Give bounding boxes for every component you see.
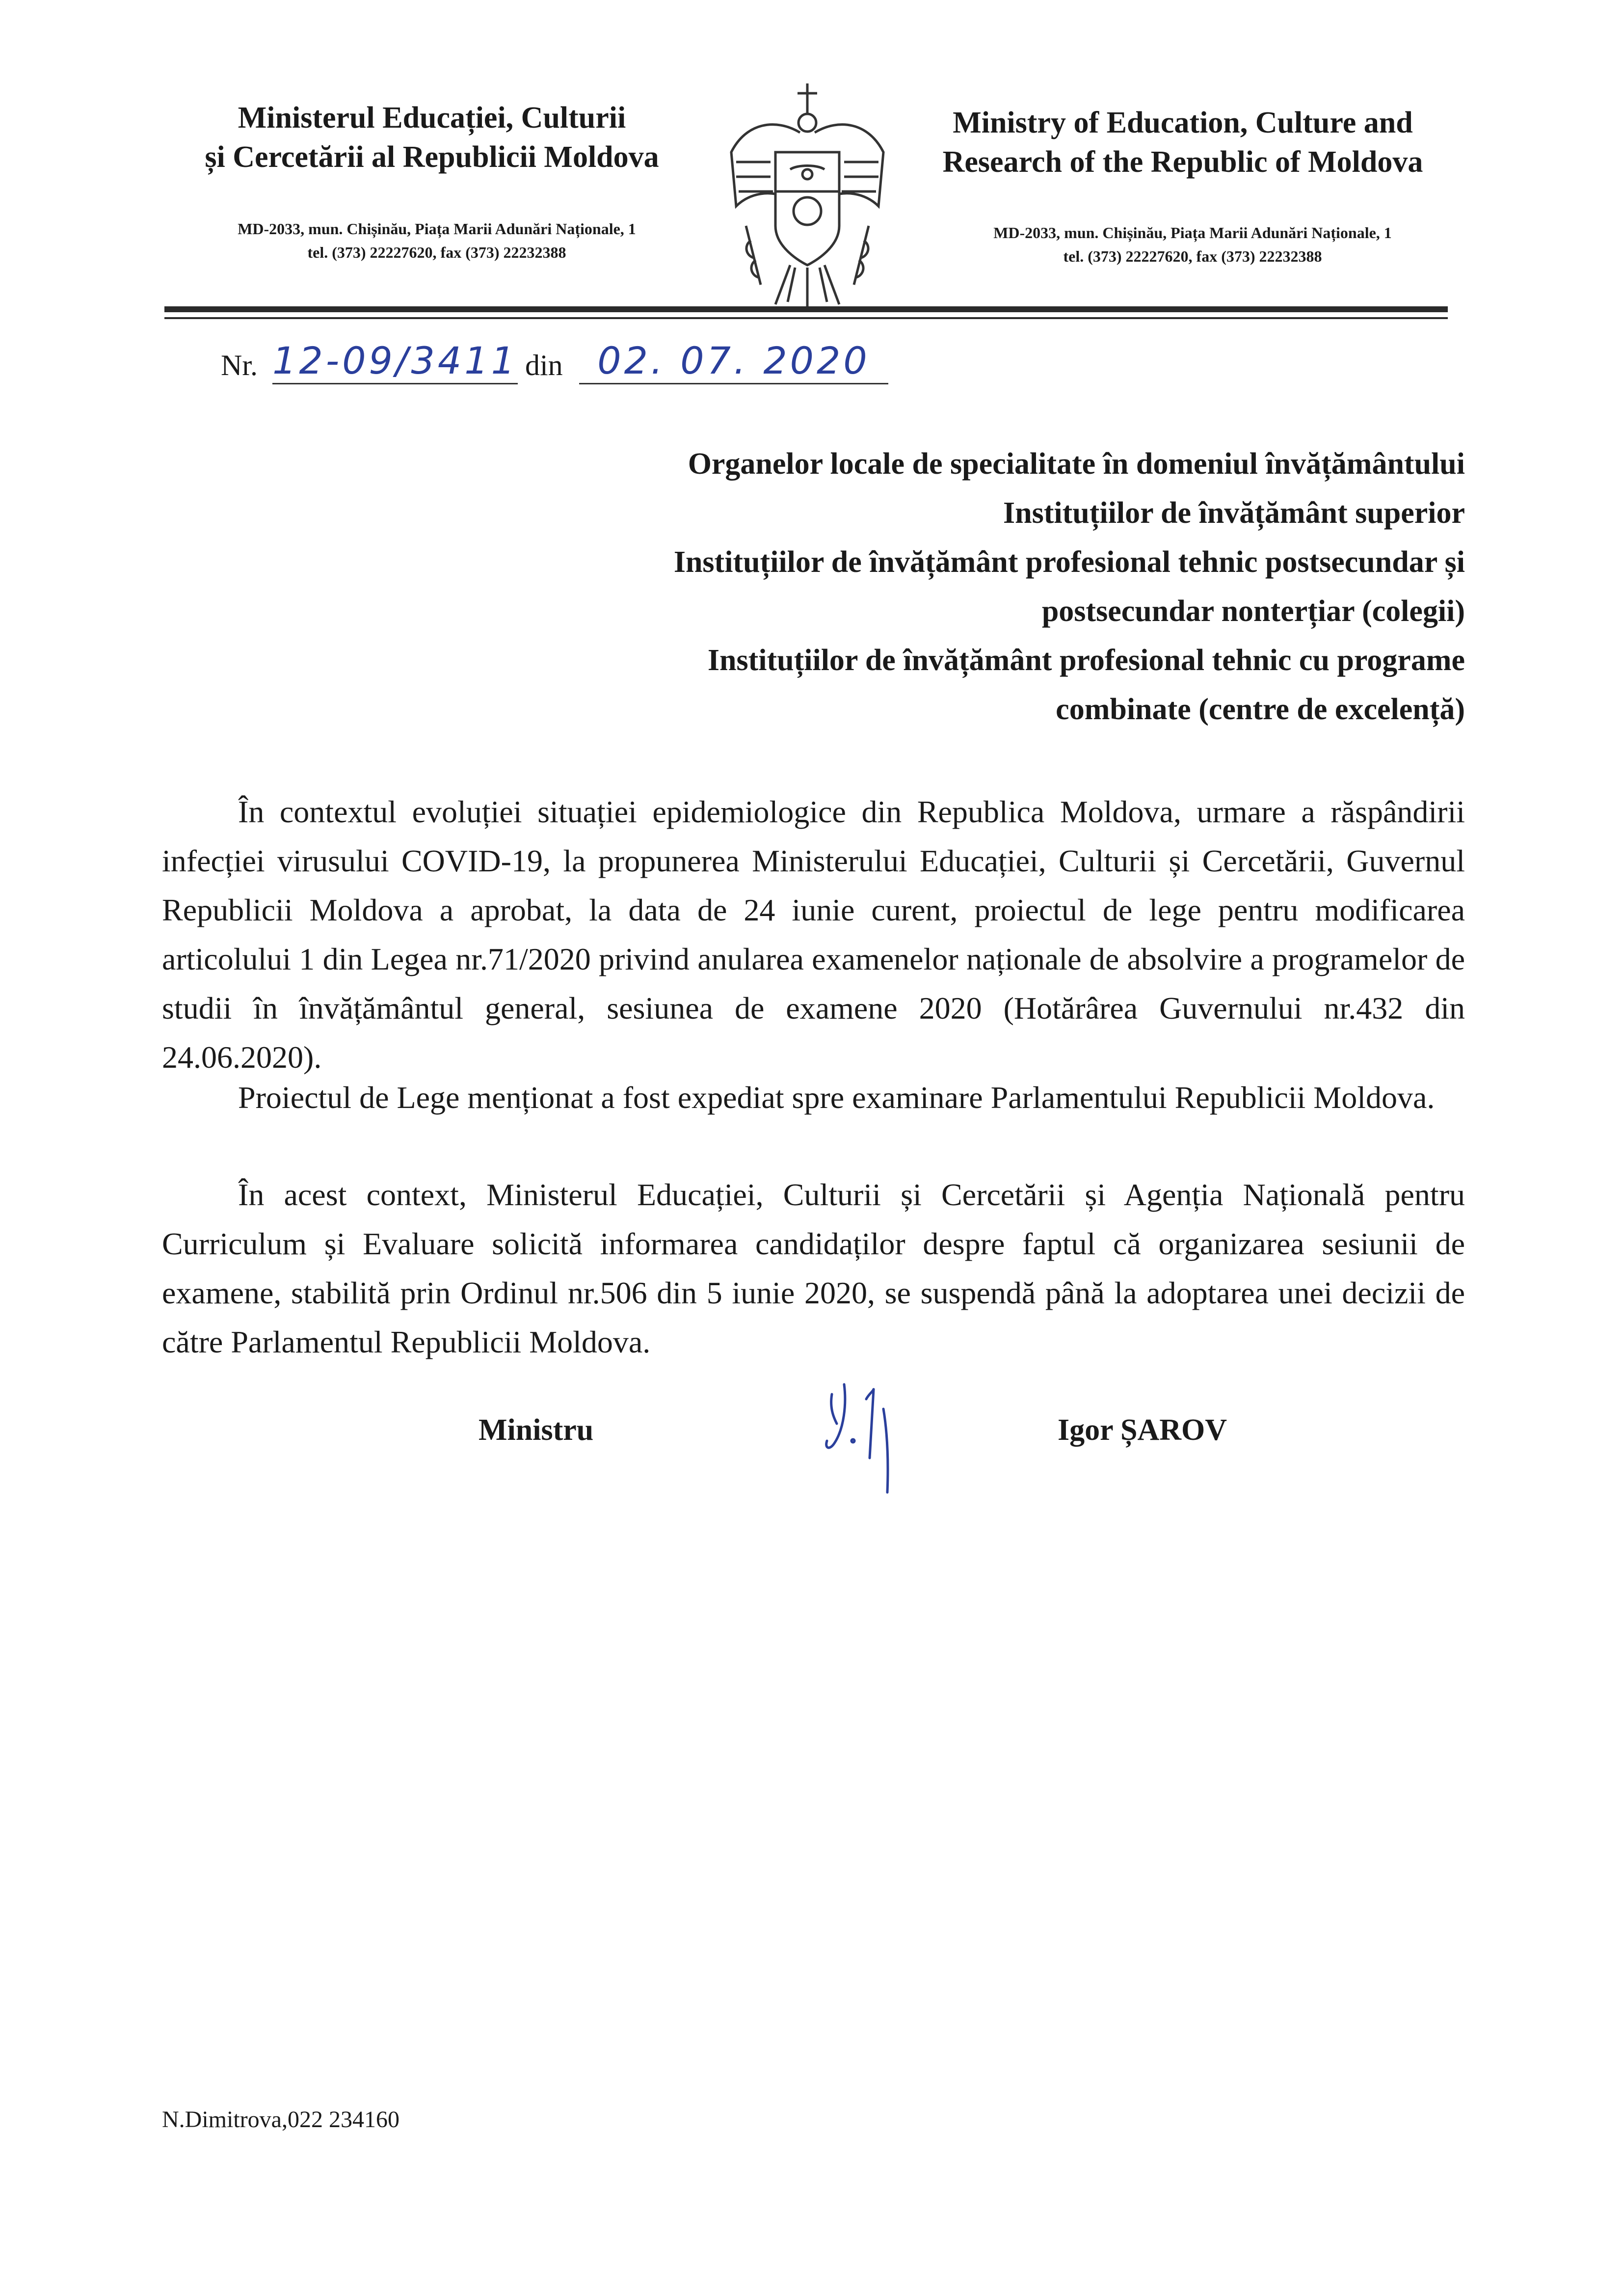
body-paragraph-3: În acest context, Ministerul Educației, Culturii și Cercetării și Agenția Națională pentru Curriculum și Evaluare solicită informarea candidaților despre faptul că organizarea sesiunii de examene, stabilită prin Ordinul nr.506 din 5 iunie 2020, se suspendă până la adoptarea unei decizii de către Parlamentul Republicii Moldova. <box>162 1177 1465 1359</box>
addressee-line: combinate (centre de excelență) <box>1056 693 1465 726</box>
addressee-line: Organelor locale de specialitate în domeniul învățământului <box>688 447 1465 481</box>
signatory-name: Igor ȘAROV <box>1058 1413 1227 1447</box>
header-ro-ministry-name <box>157 98 707 177</box>
signatory-title: Ministru <box>479 1413 594 1447</box>
header-en-address-line1: MD-2033, mun. Chișinău, Piața Marii Adunări Naționale, 1 <box>993 224 1392 242</box>
body-paragraph-1: În contextul evoluției situației epidemiologice din Republica Moldova, urmare a răspândirii infecției virusului COVID-19, la propunerea Ministerului Educației, Culturii și Cercetării, Guvernul Republicii Moldova a aprobat, la data de 24 iunie curent, proiectul de lege pentru modificarea articolului 1 din Legea nr.71/2020 privind anularea examenelor naționale de absolvire a programelor de studii în învățământul general, sesiunea de examene 2020 (Hotărârea Guvernului nr.432 din 24.06.2020). <box>162 794 1465 1075</box>
addressee-line: Instituțiilor de învățământ profesional tehnic cu programe <box>707 644 1465 677</box>
header-en-address <box>923 221 1463 268</box>
addressee-block <box>491 439 1465 734</box>
header-en-ministry-name <box>903 103 1463 182</box>
header-ro-address-line1: MD-2033, mun. Chișinău, Piața Marii Adunări Naționale, 1 <box>238 220 636 238</box>
header-ro-address <box>167 217 707 264</box>
header-ro-name-line1: Ministerul Educației, Culturii <box>238 101 626 135</box>
header-divider-thick <box>164 306 1448 312</box>
reference-nr-label: Nr. <box>221 349 258 381</box>
addressee-line: Instituțiilor de învățământ superior <box>1003 496 1465 530</box>
header-en-name-line1: Ministry of Education, Culture and <box>953 106 1413 139</box>
reference-nr-value: 12-09/3411 <box>272 339 518 384</box>
footer-contact: N.Dimitrova,022 234160 <box>162 2107 399 2133</box>
body-paragraph-2: Proiectul de Lege menționat a fost expediat spre examinare Parlamentului Republicii Moldova. <box>238 1080 1435 1115</box>
reference-line <box>221 339 957 393</box>
header-ro-name-line2: și Cercetării al Republicii Moldova <box>205 140 659 174</box>
reference-din-label: din <box>525 349 563 381</box>
handwritten-signature-icon <box>815 1365 913 1502</box>
header-en-address-line2: tel. (373) 22227620, fax (373) 22232388 <box>1063 247 1322 265</box>
addressee-line: Instituțiilor de învățământ profesional tehnic postsecundar și <box>673 545 1465 579</box>
header-divider-thin <box>164 317 1448 319</box>
header-en-name-line2: Research of the Republic of Moldova <box>942 145 1423 179</box>
header-ro-address-line2: tel. (373) 22227620, fax (373) 22232388 <box>307 243 566 261</box>
addressee-line: postsecundar nonterțiar (colegii) <box>1041 594 1465 628</box>
moldova-coat-of-arms-icon <box>717 79 898 309</box>
reference-date-value: 02. 07. 2020 <box>579 339 888 384</box>
